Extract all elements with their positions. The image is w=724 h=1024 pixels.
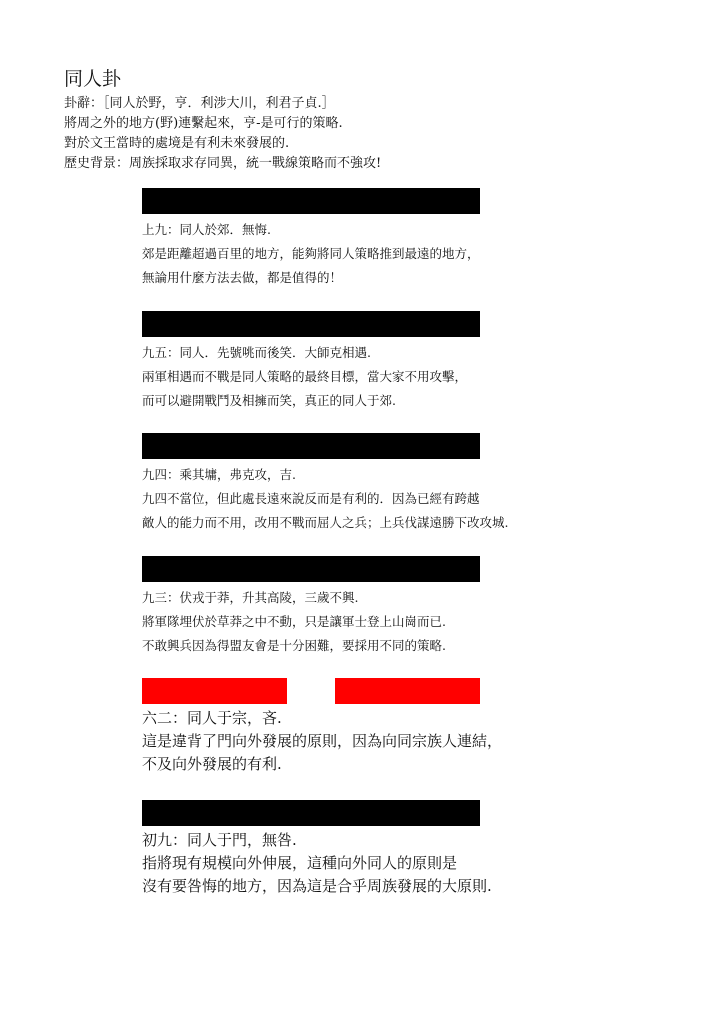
line-statement: 九四：乘其墉，弗克攻，吉. [142, 467, 296, 482]
line-commentary: 將軍隊埋伏於草莽之中不動，只是讓軍士登上山崗而已. [142, 614, 446, 629]
historical-background: 歷史背景：周族採取求存同異，統一戰線策略而不強攻! [64, 156, 382, 171]
bar-segment-right [335, 678, 480, 704]
bar-segment [142, 188, 480, 214]
yang-line-bar [142, 556, 480, 582]
line-statement: 九五：同人．先號咷而後笑．大師克相遇. [142, 345, 371, 360]
line-commentary: 敵人的能力而不用，改用不戰而屈人之兵；上兵伐謀遠勝下改攻城. [142, 515, 509, 530]
line-section-liu-er [142, 678, 622, 776]
line-commentary: 兩軍相遇而不戰是同人策略的最終目標，當大家不用攻擊， [142, 369, 468, 384]
line-section-jiu-wu [142, 311, 622, 413]
bar-segment-left [142, 678, 287, 704]
line-commentary: 郊是距離超過百里的地方，能夠將同人策略推到最遠的地方， [142, 246, 480, 261]
judgment-significance: 對於文王當時的處境是有利未來發展的. [64, 136, 290, 151]
yang-line-bar [142, 311, 480, 337]
yang-line-bar [142, 433, 480, 459]
line-statement: 初九：同人于門，無咎. [142, 831, 297, 849]
hexagram-header [64, 66, 684, 174]
line-section-chu-jiu [142, 800, 622, 898]
yang-line-bar [142, 188, 480, 214]
line-commentary: 無論用什麼方法去做，都是值得的！ [142, 270, 343, 285]
bar-segment [142, 800, 480, 826]
hexagram-judgment: 卦辭：［同人於野，亨．利涉大川，利君子貞.］ [64, 96, 335, 111]
bar-segment [142, 311, 480, 337]
line-statement: 六二：同人于宗，吝. [142, 709, 282, 727]
line-statement: 九三：伏戎于莽，升其高陵，三歲不興. [142, 590, 359, 605]
page-title: 同人卦 [64, 68, 122, 90]
line-commentary: 這是違背了門向外發展的原則，因為向同宗族人連結， [142, 732, 503, 750]
line-section-jiu-san [142, 556, 622, 658]
bar-segment [142, 433, 480, 459]
line-commentary: 不敢興兵因為得盟友會是十分困難，要採用不同的策略. [142, 638, 446, 653]
line-section-jiu-si [142, 433, 622, 535]
judgment-explanation: 將周之外的地方(野)連繫起來，亨-是可行的策略. [64, 116, 343, 131]
yin-line-bar [142, 678, 480, 704]
line-commentary: 而可以避開戰鬥及相擁而笑，真正的同人于郊. [142, 393, 396, 408]
line-commentary: 九四不當位，但此處長遠來說反而是有利的．因為已經有跨越 [142, 491, 480, 506]
line-commentary: 指將現有規模向外伸展，這種向外同人的原則是 [142, 854, 458, 872]
line-commentary: 沒有要咎悔的地方，因為這是合乎周族發展的大原則. [142, 877, 492, 895]
line-section-shang-jiu [142, 188, 622, 290]
line-commentary: 不及向外發展的有利. [142, 755, 282, 773]
line-statement: 上九：同人於郊．無悔. [142, 222, 271, 237]
bar-segment [142, 556, 480, 582]
yang-line-bar [142, 800, 480, 826]
